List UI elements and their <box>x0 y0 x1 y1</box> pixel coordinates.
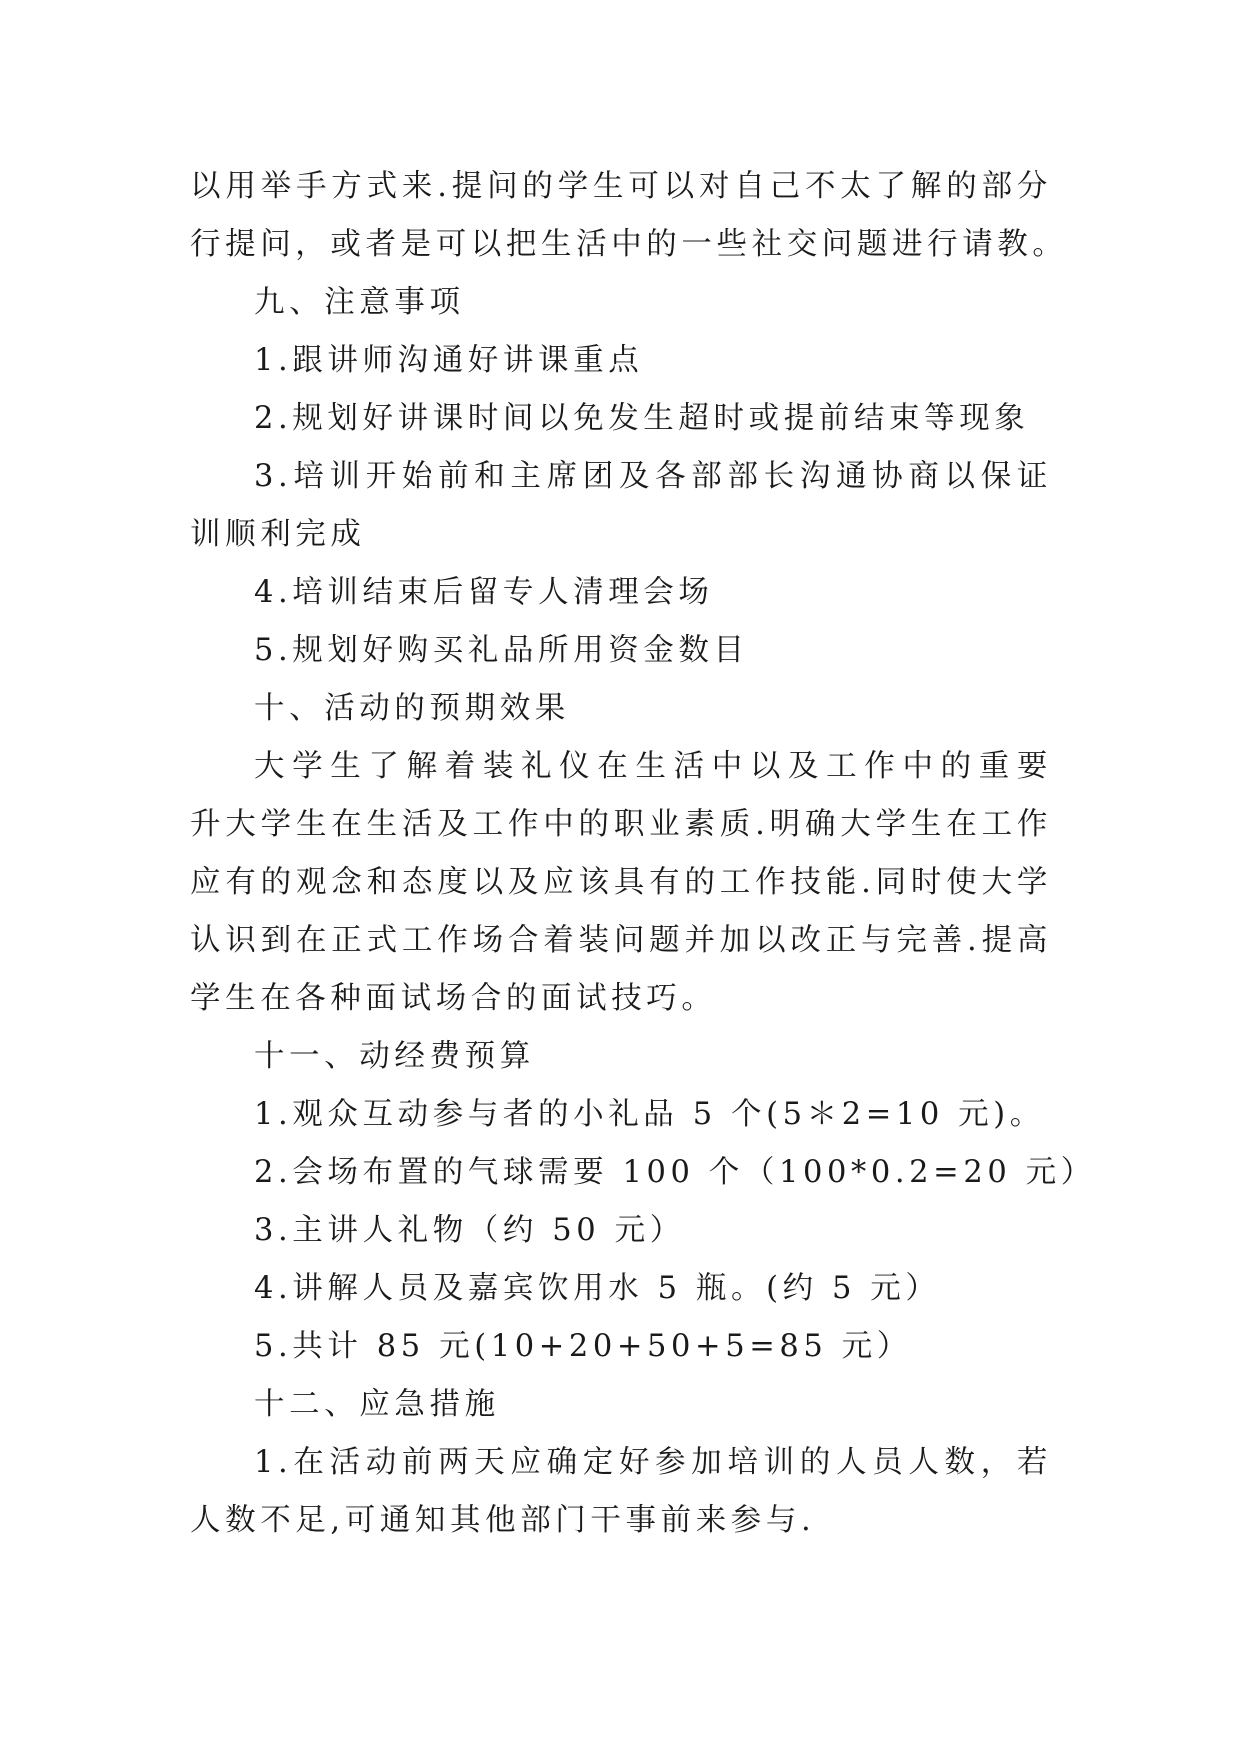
paragraph-line-1: 以用举手方式来.提问的学生可以对自己不太了解的部分 <box>190 169 1052 204</box>
document-body <box>190 158 1096 1550</box>
paragraph-line-2: 行提问，或者是可以把生活中的一些社交问题进行请教。 <box>190 227 1068 262</box>
list-item: 2.规划好讲课时间以免发生超时或提前结束等现象 <box>254 401 1030 436</box>
paragraph-line: 应有的观念和态度以及应该具有的工作技能.同时使大学 <box>190 865 1052 900</box>
list-item-continuation: 人数不足,可通知其他部门干事前来参与. <box>190 1503 816 1538</box>
paragraph-line: 认识到在正式工作场合着装问题并加以改正与完善.提高 <box>190 923 1052 958</box>
paragraph-line: 大学生了解着装礼仪在生活中以及工作中的重要 <box>254 749 1052 784</box>
paragraph-line: 学生在各种面试场合的面试技巧。 <box>190 981 717 1016</box>
section-heading-expected-effect: 十、活动的预期效果 <box>254 691 570 726</box>
list-item: 3.主讲人礼物（约 50 元） <box>254 1213 685 1248</box>
section-heading-precautions: 九、注意事项 <box>254 285 465 320</box>
list-item: 4.培训结束后留专人清理会场 <box>254 575 714 610</box>
list-item: 2.会场布置的气球需要 100 个（100*0.2=20 元） <box>254 1155 1096 1190</box>
section-heading-budget: 十一、动经费预算 <box>254 1039 535 1074</box>
list-item: 1.跟讲师沟通好讲课重点 <box>254 343 644 378</box>
list-item: 5.共计 85 元(10+20+50+5=85 元） <box>254 1329 912 1364</box>
section-heading-emergency: 十二、应急措施 <box>254 1387 500 1422</box>
list-item: 4.讲解人员及嘉宾饮用水 5 瓶。(约 5 元） <box>254 1271 941 1306</box>
list-item: 3.培训开始前和主席团及各部部长沟通协商以保证 <box>254 459 1052 494</box>
paragraph-line: 升大学生在生活及工作中的职业素质.明确大学生在工作 <box>190 807 1052 842</box>
list-item: 1.观众互动参与者的小礼品 5 个(5＊2=10 元)。 <box>254 1097 1045 1132</box>
list-item: 5.规划好购买礼品所用资金数目 <box>254 633 749 668</box>
list-item: 1.在活动前两天应确定好参加培训的人员人数，若 <box>254 1445 1052 1480</box>
list-item-continuation: 训顺利完成 <box>190 517 366 552</box>
